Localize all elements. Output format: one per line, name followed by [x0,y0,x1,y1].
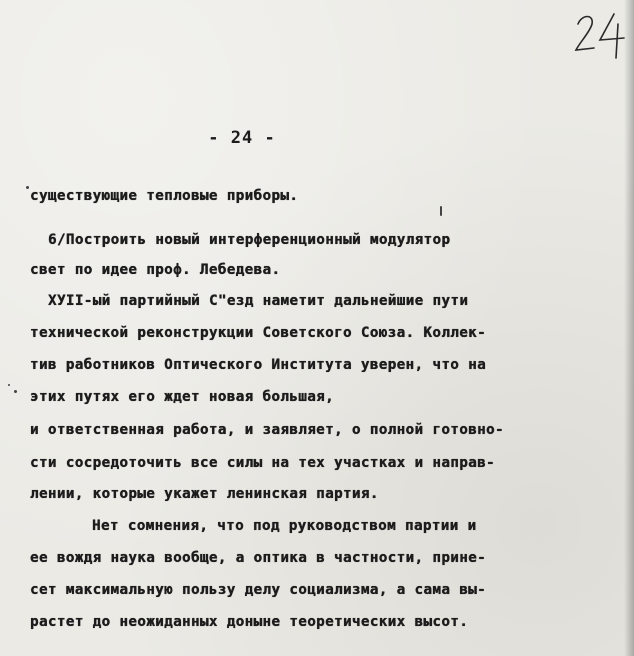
text-line-5: технической реконструкции Советского Союза. Коллек- [30,325,487,341]
text-line-10: лении, которые укажет ленинская партия. [30,486,379,502]
page-edge-shadow [624,0,634,656]
handwritten-folio-number [572,10,630,60]
text-line-7: этих путях его ждет новая большая, [30,389,335,405]
ink-mark [440,206,442,216]
text-line-2: 6/Построить новый интерференционный модулятор [48,232,451,248]
ink-speck [8,384,10,386]
text-line-8: и ответственная работа, и заявляет, о полной готовно- [30,422,504,438]
text-line-12: ее вождя наука вообще, а оптика в частности, прине- [30,550,487,566]
text-line-11: Нет сомнения, что под руководством партии и [92,518,477,534]
text-line-3: свет по идее проф. Лебедева. [30,262,281,278]
text-line-1: существующие тепловые приборы. [30,188,299,204]
ink-speck [14,390,17,393]
handwritten-folio-drawing [572,10,630,60]
text-line-14: растет до неожиданных доныне теоретических высот. [30,614,469,630]
text-line-6: тив работников Оптического Института уверен, что на [30,357,487,373]
text-line-13: сет максимальную пользу делу социализма, а сама вы- [30,582,487,598]
page-number: - 24 - [208,128,276,148]
text-line-9: сти сосредоточить все силы на тех участках и направ- [30,455,495,471]
ink-speck [26,186,29,189]
text-line-4: ХУII-ый партийный С"езд наметит дальнейшие пути [48,293,469,309]
